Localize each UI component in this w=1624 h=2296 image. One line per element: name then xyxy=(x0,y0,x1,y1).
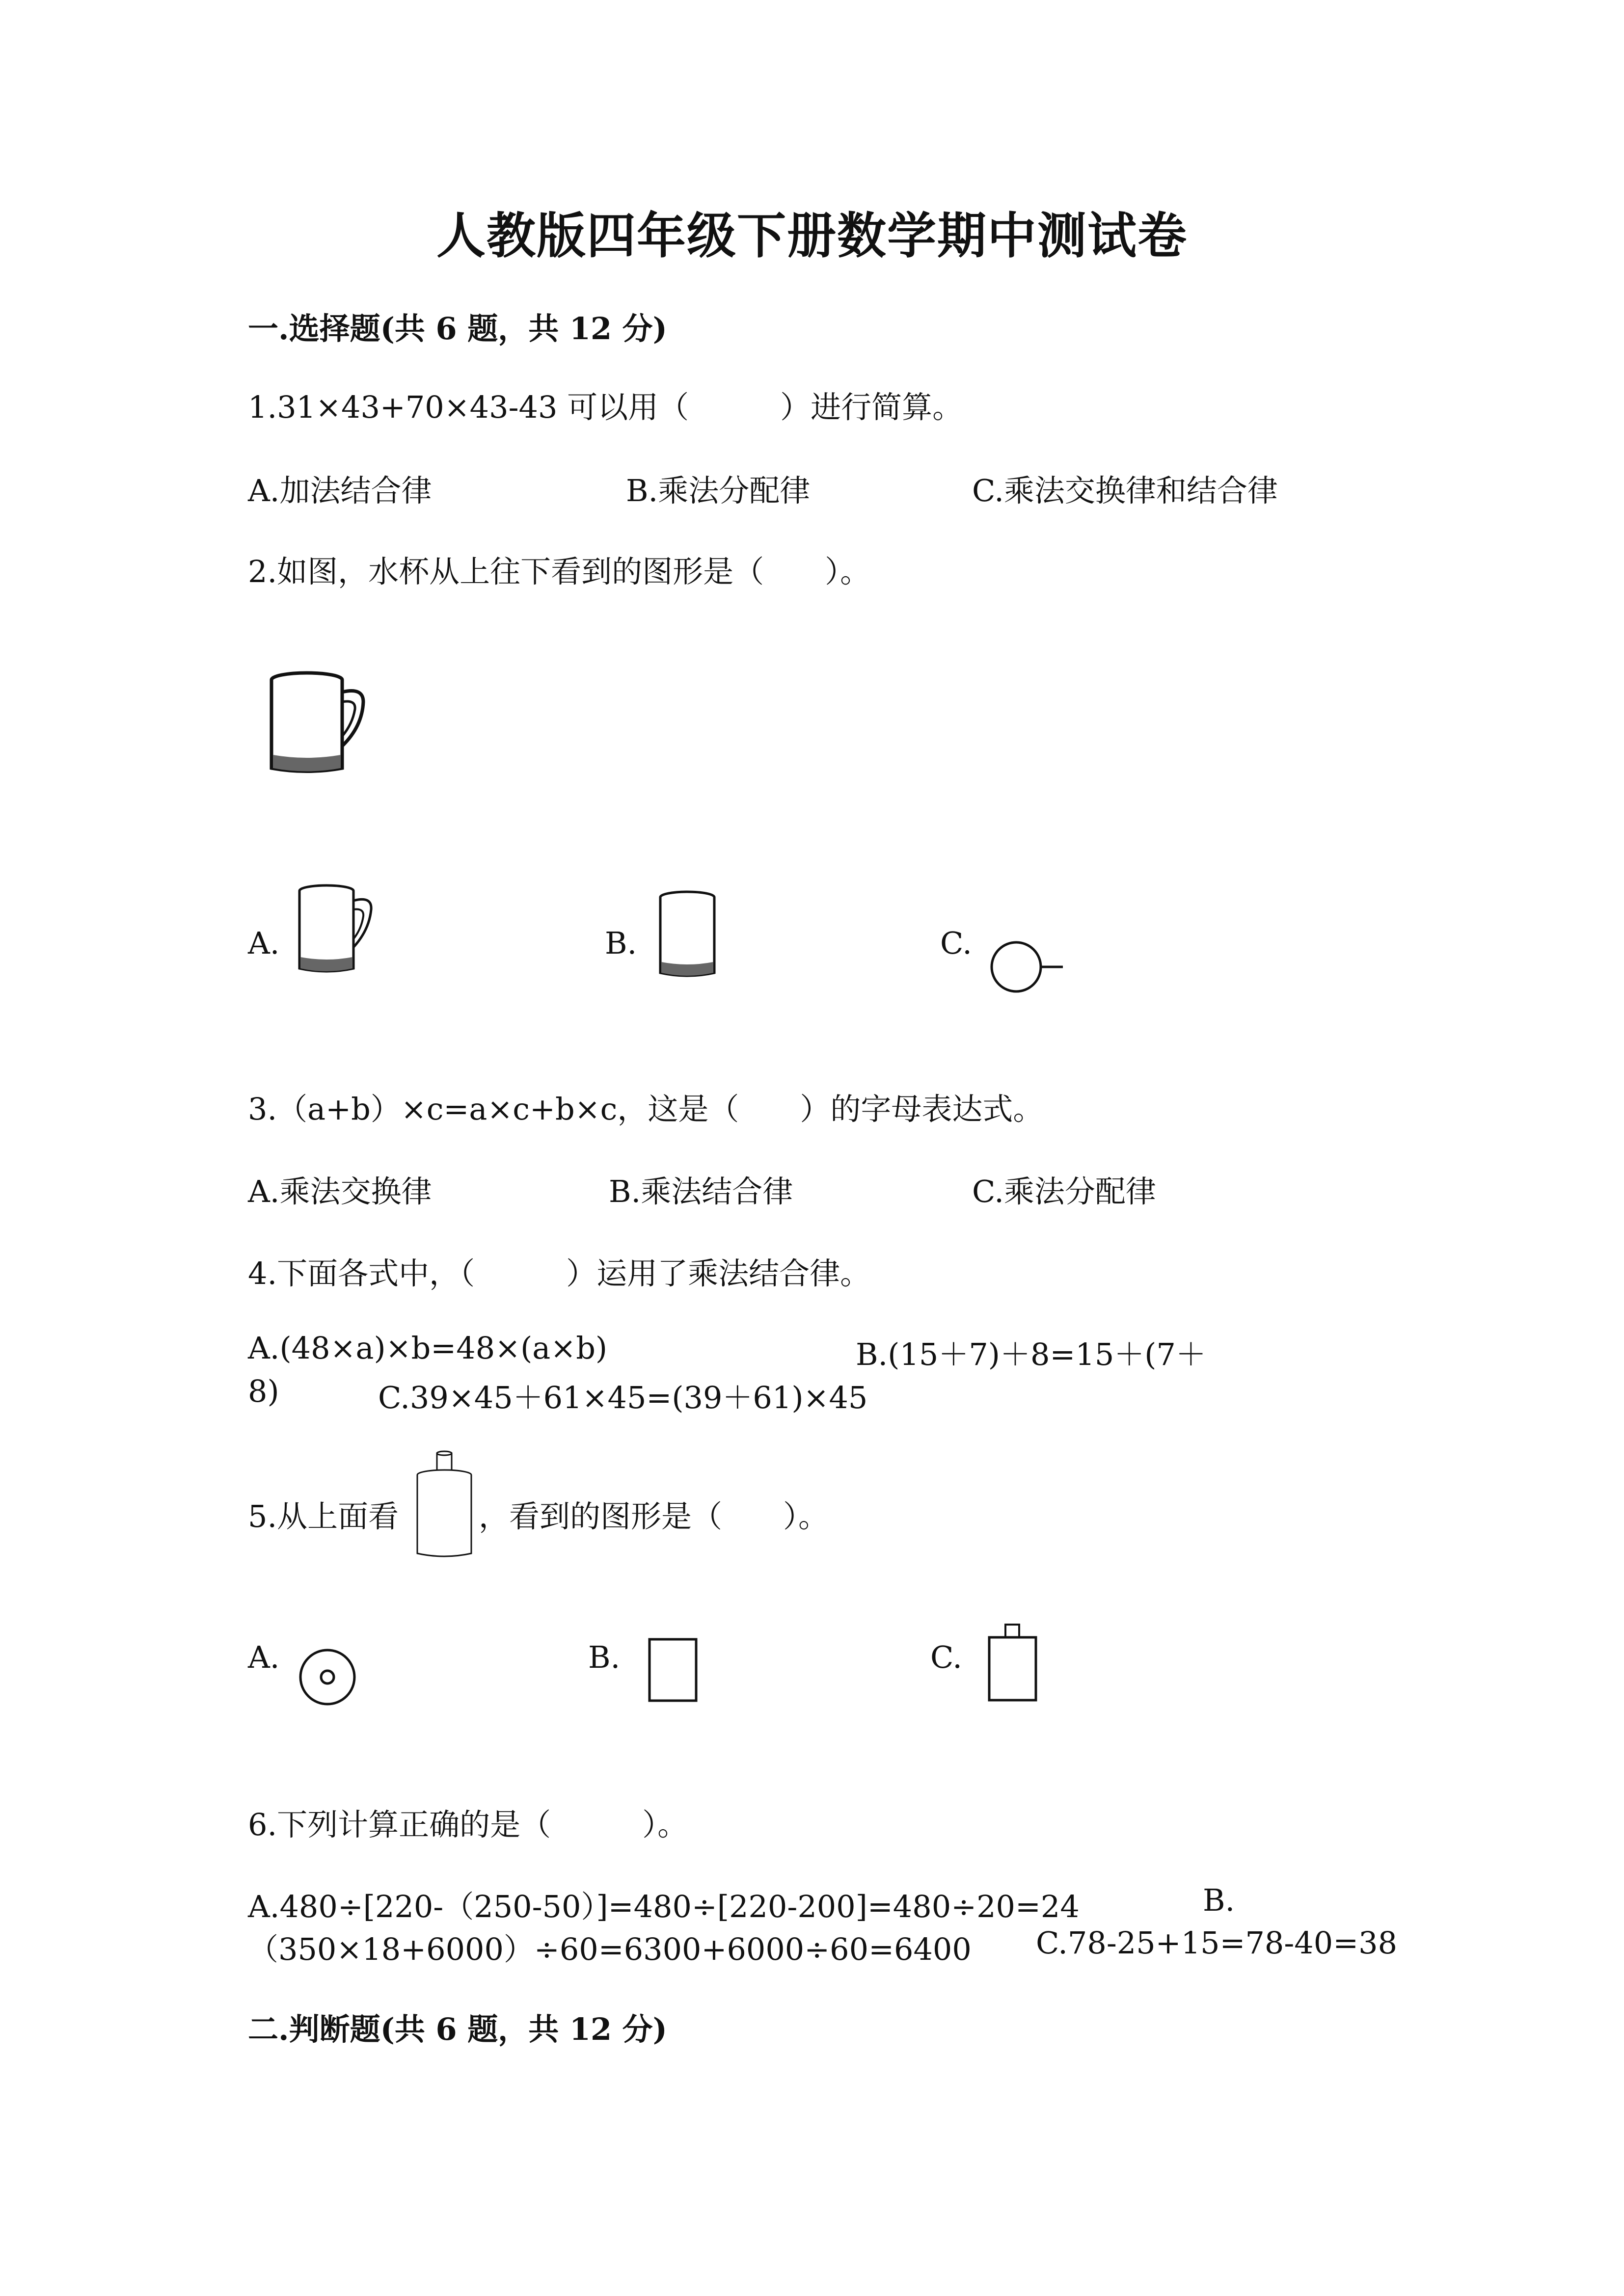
question-3-option-a: A.乘法交换律 xyxy=(248,1174,432,1209)
question-1-option-b: B.乘法分配律 xyxy=(626,473,811,508)
question-6-option-b-label: B. xyxy=(1203,1882,1235,1918)
question-5-text-after: ，看到的图形是（ ）。 xyxy=(479,1498,829,1534)
question-2-option-a-label: A. xyxy=(248,925,280,961)
rectangle-icon xyxy=(647,1637,701,1706)
question-5-option-a-label: A. xyxy=(248,1639,280,1675)
question-4-text: 4.下面各式中，（ ）运用了乘法结合律。 xyxy=(248,1255,871,1291)
question-6-text: 6.下列计算正确的是（ ）。 xyxy=(248,1807,688,1842)
mug-image xyxy=(265,667,368,780)
question-2-option-b-label: B. xyxy=(605,925,637,961)
question-5-option-c-label: C. xyxy=(930,1639,962,1675)
question-3-option-b: B.乘法结合律 xyxy=(609,1174,793,1209)
question-2-text: 2.如图，水杯从上往下看到的图形是（ ）。 xyxy=(248,554,871,589)
cylinder-cup-icon xyxy=(655,888,719,987)
question-5-option-b-label: B. xyxy=(588,1639,621,1675)
bottle-image xyxy=(413,1450,477,1563)
question-2-option-c-label: C. xyxy=(940,925,972,961)
question-4-option-b: B.(15＋7)＋8=15＋(7＋ xyxy=(856,1336,1206,1372)
question-1-option-c: C.乘法交换律和结合律 xyxy=(972,473,1278,508)
section-heading-judgement: 二.判断题(共 6 题，共 12 分) xyxy=(248,2011,668,2047)
concentric-circles-icon xyxy=(297,1647,361,1710)
mug-with-handle-icon xyxy=(295,881,378,979)
question-1-text: 1.31×43+70×43-43 可以用（ ）进行简算。 xyxy=(248,389,963,425)
question-1-option-a: A.加法结合律 xyxy=(248,473,432,508)
section-heading-choice: 一.选择题(共 6 题，共 12 分) xyxy=(248,311,668,347)
question-6-option-b: （350×18+6000）÷60=6300+6000÷60=6400 xyxy=(248,1931,972,1967)
question-4-option-a: A.(48×a)×b=48×(a×b) xyxy=(248,1330,608,1366)
question-6-option-c: C.78-25+15=78-40=38 xyxy=(1036,1925,1398,1961)
page-title: 人教版四年级下册数学期中测试卷 xyxy=(436,207,1188,265)
rectangle-with-cap-icon xyxy=(987,1622,1041,1706)
question-3-option-c: C.乘法分配律 xyxy=(972,1174,1156,1209)
circle-with-handle-icon xyxy=(987,937,1070,996)
question-5-text-before: 5.从上面看 xyxy=(248,1498,399,1534)
question-3-text: 3.（a+b）×c=a×c+b×c，这是（ ）的字母表达式。 xyxy=(248,1091,1044,1127)
question-6-option-a: A.480÷[220-（250-50）]=480÷[220-200]=480÷20=24 xyxy=(248,1889,1080,1924)
question-4-option-b-cont: 8) xyxy=(248,1373,279,1409)
question-4-option-c: C.39×45＋61×45=(39＋61)×45 xyxy=(378,1380,868,1415)
